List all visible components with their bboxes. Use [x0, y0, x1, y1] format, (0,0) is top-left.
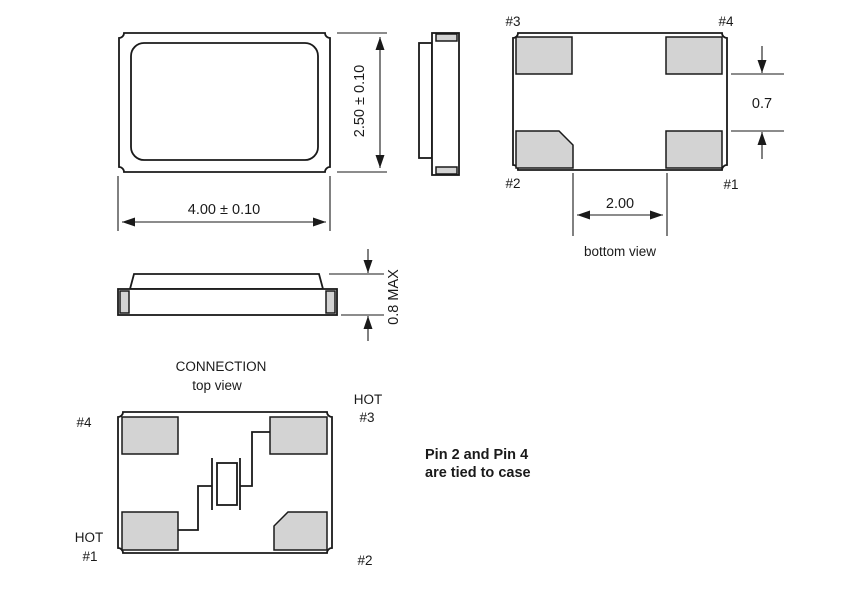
note-line-1: Pin 2 and Pin 4 — [425, 447, 529, 463]
package-side-view — [118, 249, 402, 341]
dim-pad-gap-label: 0.7 — [751, 96, 773, 112]
package-end-view — [419, 33, 459, 175]
pad-2 — [516, 131, 573, 168]
solder-pad — [326, 291, 335, 313]
pad-1 — [666, 131, 722, 168]
dim-max-height-label: 0.8 MAX — [386, 269, 402, 325]
pin-label-3: #3 — [505, 14, 521, 29]
hot-label-pin1: HOT — [74, 530, 104, 545]
pin-label-1: #1 — [82, 549, 98, 564]
crystal-symbol-rect — [217, 463, 237, 505]
pad-2 — [274, 512, 327, 550]
pin-label-2: #2 — [505, 176, 521, 191]
pin-label-3: #3 — [359, 410, 375, 425]
base-profile-outline — [118, 289, 337, 315]
pin-label-1: #1 — [723, 177, 739, 192]
pad-4 — [122, 417, 178, 454]
pad-4 — [666, 37, 722, 74]
case-note — [425, 447, 531, 481]
package-lid-outline — [131, 43, 318, 160]
note-line-2: are tied to case — [425, 465, 531, 481]
pin-label-4: #4 — [76, 415, 92, 430]
solder-pad — [120, 291, 129, 313]
connection-subtitle: top view — [192, 378, 242, 393]
dim-pad-pitch-label: 2.00 — [605, 196, 635, 212]
connection-view — [75, 359, 383, 568]
solder-pad — [436, 167, 457, 174]
pin-label-2: #2 — [357, 553, 373, 568]
hot-label-pin3: HOT — [353, 392, 383, 407]
base-side-outline — [432, 33, 459, 175]
pad-3 — [516, 37, 572, 74]
dim-height-label: 2.50 ± 0.10 — [352, 64, 368, 138]
lid-profile-outline — [130, 274, 323, 289]
dim-width-label: 4.00 ± 0.10 — [187, 202, 261, 218]
pad-1 — [122, 512, 178, 550]
solder-pad — [436, 34, 457, 41]
lid-side-outline — [419, 43, 432, 158]
package-bottom-view — [505, 14, 784, 259]
bottom-view-caption: bottom view — [583, 244, 657, 259]
connection-title: CONNECTION — [175, 359, 267, 374]
pin-label-4: #4 — [718, 14, 734, 29]
pad-3 — [270, 417, 327, 454]
package-top-view — [118, 33, 387, 231]
